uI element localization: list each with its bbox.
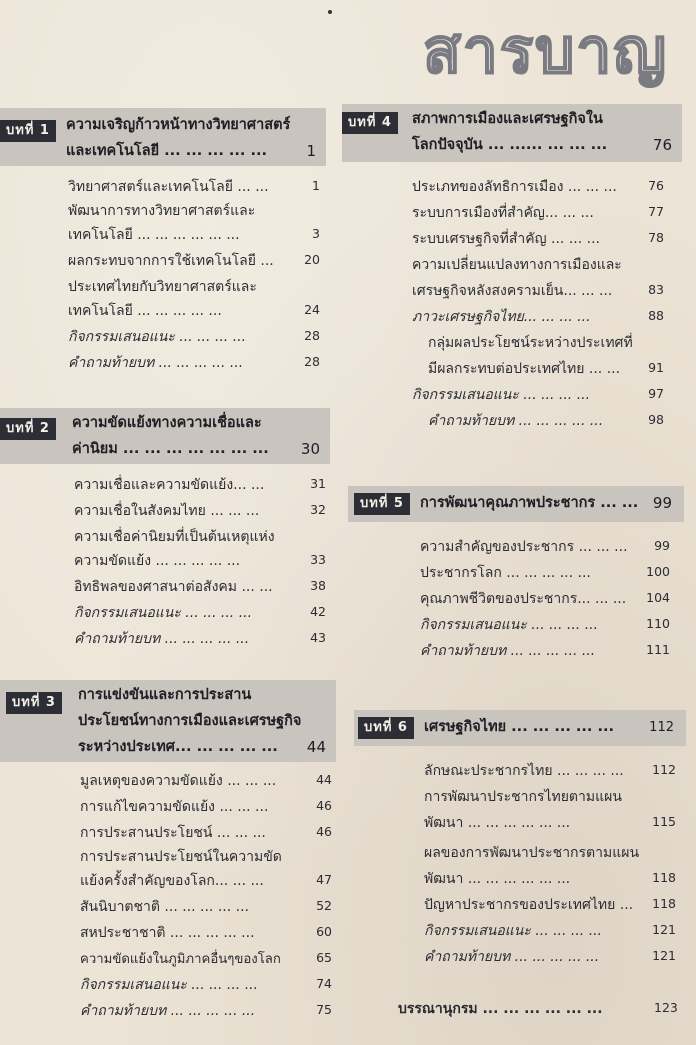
entry-title: ผลกระทบจากการใช้เทคโนโลยี ... <box>68 253 274 269</box>
toc-entry[interactable] <box>68 276 257 298</box>
entry-title: ความเชื่อค่านิยมที่เป็นต้นเหตุแห่ง <box>74 529 275 545</box>
entry-title: ผลของการพัฒนาประชากรตามแผน <box>424 845 640 861</box>
entry-title: ระบบเศรษฐกิจที่สำคัญ ... ... ... <box>412 231 600 247</box>
chapter-1-badge <box>0 120 56 142</box>
entry-title: กิจกรรมเสนอแนะ ... ... ... ... <box>68 329 247 345</box>
toc-entry-cont <box>412 280 612 302</box>
toc-entry[interactable] <box>424 842 639 864</box>
entry-title: ประเทศไทยกับวิทยาศาสตร์และ <box>68 279 257 295</box>
entry-title: กิจกรรมเสนอแนะ ... ... ... ... <box>74 605 253 621</box>
toc-entry-cont <box>68 300 222 322</box>
entry-title: กิจกรรมเสนอแนะ ... ... ... ... <box>420 617 599 633</box>
entry-page: 3 <box>312 226 320 241</box>
chapter-3 <box>0 680 336 1019</box>
entry-title: คำถามท้ายบท ... ... ... ... ... <box>420 643 596 659</box>
toc-entry[interactable] <box>74 526 275 548</box>
chapter-page: 99 <box>652 494 672 512</box>
toc-entry[interactable] <box>68 200 255 222</box>
bibliography-page: 123 <box>654 1000 678 1015</box>
chapter-title-line1: ความเจริญก้าวหน้าทางวิทยาศาสตร์ <box>66 117 291 133</box>
entry-title: กิจกรรมเสนอแนะ ... ... ... ... <box>412 387 591 403</box>
entry-page: 44 <box>316 772 332 787</box>
entry-title: คุณภาพชีวิตของประชากร... ... ... <box>420 591 627 607</box>
chapter-1-heading[interactable] <box>0 108 326 166</box>
entry-title-cont: มีผลกระทบต่อประเทศไทย ... ... <box>428 361 621 377</box>
chapter-label: บทที่ <box>12 695 41 710</box>
toc-entry[interactable] <box>74 576 273 598</box>
entry-title-cont: เทคโนโลยี ... ... ... ... ... <box>68 303 222 319</box>
toc-entry-cont <box>424 812 570 834</box>
entry-page: 118 <box>652 896 676 911</box>
entry-page: 88 <box>648 308 664 323</box>
entry-page: 1 <box>312 178 320 193</box>
toc-entry[interactable] <box>424 920 602 942</box>
entry-page: 46 <box>316 798 332 813</box>
entry-title: วิทยาศาสตร์และเทคโนโลยี ... ... <box>68 179 269 195</box>
chapter-5 <box>348 486 684 659</box>
entry-page: 76 <box>648 178 664 193</box>
chapter-3-heading[interactable] <box>0 680 336 762</box>
toc-entry[interactable] <box>80 922 255 944</box>
chapter-title-line2: ค่านิยม ... ... ... ... ... ... ... <box>72 441 269 457</box>
entry-title: กิจกรรมเสนอแนะ ... ... ... ... <box>424 923 603 939</box>
chapter-number: 3 <box>45 695 56 710</box>
entry-page: 121 <box>652 948 676 963</box>
toc-entry[interactable] <box>74 500 259 522</box>
chapter-number: 6 <box>397 720 408 735</box>
chapter-2-heading[interactable] <box>0 408 330 464</box>
chapter-label: บทที่ <box>6 123 35 138</box>
chapter-page: 76 <box>652 136 672 154</box>
toc-entry[interactable] <box>424 894 633 916</box>
entry-title: ประเภทของลัทธิการเมือง ... ... ... <box>412 179 617 195</box>
entry-page: 104 <box>646 590 670 605</box>
chapter-title-line1: เศรษฐกิจไทย ... ... ... ... ... <box>424 719 614 735</box>
chapter-number: 1 <box>39 123 50 138</box>
toc-entry[interactable] <box>80 822 266 844</box>
toc-entry[interactable] <box>80 846 282 868</box>
entry-page: 65 <box>316 950 332 965</box>
entry-title: การประสานประโยชน์ ... ... ... <box>80 825 266 841</box>
toc-entry[interactable] <box>80 796 268 818</box>
entry-title: คำถามท้ายบท ... ... ... ... ... <box>80 1003 256 1019</box>
chapter-2-badge <box>0 418 56 440</box>
chapter-2 <box>0 408 330 647</box>
toc-entry-cont <box>80 870 264 892</box>
chapter-label: บทที่ <box>6 421 35 436</box>
toc-entry[interactable] <box>74 602 252 624</box>
toc-entry[interactable] <box>68 176 269 198</box>
chapter-title-line2: โลกปัจจุบัน ... ...... ... ... ... <box>412 137 608 153</box>
toc-entry[interactable] <box>428 410 603 432</box>
chapter-title-line1: การพัฒนาคุณภาพประชากร ... ... <box>420 495 639 511</box>
entry-page: 110 <box>646 616 670 631</box>
entry-page: 99 <box>654 538 670 553</box>
entry-title-cont: เทคโนโลยี ... ... ... ... ... ... <box>68 227 240 243</box>
toc-entry[interactable] <box>80 1000 255 1022</box>
chapter-4 <box>342 104 682 429</box>
chapter-page: 1 <box>306 142 316 160</box>
chapter-title-line2: ประโยชน์ทางการเมืองและเศรษฐกิจ <box>78 713 302 729</box>
entry-page: 74 <box>316 976 332 991</box>
chapter-title-line1: การแข่งขันและการประสาน <box>78 687 252 703</box>
toc-entry[interactable] <box>424 760 624 782</box>
entry-title-cont: พัฒนา ... ... ... ... ... ... <box>424 871 571 887</box>
toc-entry[interactable] <box>80 974 258 996</box>
entry-page: 38 <box>310 578 326 593</box>
chapter-6-badge <box>358 717 414 739</box>
chapter-number: 2 <box>39 421 50 436</box>
chapter-title-line2: และเทคโนโลยี ... ... ... ... ... <box>66 143 267 159</box>
entry-page: 42 <box>310 604 326 619</box>
entry-page: 100 <box>646 564 670 579</box>
entry-page: 60 <box>316 924 332 939</box>
chapter-4-heading[interactable] <box>342 104 682 162</box>
entry-title: คำถามท้ายบท ... ... ... ... ... <box>428 413 604 429</box>
entry-page: 115 <box>652 814 676 829</box>
entry-title: ความสำคัญของประชากร ... ... ... <box>420 539 628 555</box>
chapter-number: 4 <box>381 115 392 130</box>
entry-page: 43 <box>310 630 326 645</box>
chapter-page: 44 <box>306 738 326 756</box>
entry-title: สหประชาชาติ ... ... ... ... ... <box>80 925 255 941</box>
entry-title: ระบบการเมืองที่สำคัญ... ... ... <box>412 205 594 221</box>
entry-page: 47 <box>316 872 332 887</box>
chapter-6 <box>354 710 686 965</box>
entry-page: 77 <box>648 204 664 219</box>
toc-entry[interactable] <box>420 536 628 558</box>
entry-title: ความขัดแย้งในภูมิภาคอื่นๆของโลก <box>80 952 281 967</box>
entry-page: 91 <box>648 360 664 375</box>
entry-page: 28 <box>304 354 320 369</box>
toc-entry[interactable] <box>420 562 591 584</box>
chapter-title-line1: สภาพการเมืองและเศรษฐกิจใน <box>412 111 603 127</box>
page-dot <box>328 10 332 14</box>
toc-entry[interactable] <box>420 640 595 662</box>
toc-entry[interactable] <box>80 896 249 918</box>
entry-title-cont: ความขัดแย้ง ... ... ... ... ... <box>74 553 241 569</box>
entry-page: 83 <box>648 282 664 297</box>
toc-entry-cont <box>424 868 570 890</box>
chapter-4-badge <box>342 112 398 134</box>
entry-page: 98 <box>648 412 664 427</box>
chapter-6-heading[interactable] <box>354 710 686 746</box>
toc-entry[interactable] <box>428 332 633 354</box>
entry-title: ลักษณะประชากรไทย ... ... ... ... <box>424 763 624 779</box>
toc-entry-cont <box>428 358 620 380</box>
entry-page: 31 <box>310 476 326 491</box>
entry-title: ประชากรโลก ... ... ... ... ... <box>420 565 591 581</box>
entry-page: 75 <box>316 1002 332 1017</box>
toc-entry[interactable] <box>68 352 243 374</box>
chapter-page: 30 <box>300 440 320 458</box>
chapter-1 <box>0 108 326 371</box>
chapter-title-line3: ระหว่างประเทศ... ... ... ... ... <box>78 739 278 755</box>
entry-page: 33 <box>310 552 326 567</box>
toc-entry[interactable] <box>80 770 276 792</box>
chapter-3-badge <box>6 692 62 714</box>
entry-page: 20 <box>304 252 320 267</box>
bibliography-label: บรรณานุกรม ... ... ... ... ... ... <box>398 1001 603 1017</box>
toc-entry[interactable] <box>412 254 622 276</box>
entry-page: 78 <box>648 230 664 245</box>
entry-title-cont: แย้งครั้งสำคัญของโลก... ... ... <box>80 873 264 889</box>
entry-title: ความเปลี่ยนแปลงทางการเมืองและ <box>412 257 622 273</box>
toc-entry[interactable] <box>74 474 264 496</box>
chapter-label: บทที่ <box>364 720 393 735</box>
entry-title: คำถามท้ายบท ... ... ... ... ... <box>68 355 244 371</box>
entry-page: 111 <box>646 642 670 657</box>
entry-title: การประสานประโยชน์ในความขัด <box>80 849 282 865</box>
entry-title: อิทธิพลของศาสนาต่อสังคม ... ... <box>74 579 273 595</box>
entry-title: การแก้ไขความขัดแย้ง ... ... ... <box>80 799 269 815</box>
toc-entry[interactable] <box>412 306 591 328</box>
toc-entry[interactable] <box>412 384 590 406</box>
toc-entry[interactable] <box>424 786 622 808</box>
entry-page: 121 <box>652 922 676 937</box>
entry-title: คำถามท้ายบท ... ... ... ... ... <box>424 949 600 965</box>
entry-title-cont: พัฒนา ... ... ... ... ... ... <box>424 815 571 831</box>
toc-entry[interactable] <box>424 946 599 968</box>
chapter-page: 112 <box>649 720 674 735</box>
toc-entry[interactable] <box>420 614 598 636</box>
entry-title: กลุ่มผลประโยชน์ระหว่างประเทศที่ <box>428 335 633 351</box>
chapter-number: 5 <box>393 496 404 511</box>
entry-title: พัฒนาการทางวิทยาศาสตร์และ <box>68 203 256 219</box>
toc-entry[interactable] <box>420 588 626 610</box>
toc-entry[interactable] <box>412 228 600 250</box>
chapter-label: บทที่ <box>348 115 377 130</box>
entry-title: ภาวะเศรษฐกิจไทย... ... ... ... <box>412 309 591 325</box>
entry-page: 52 <box>316 898 332 913</box>
toc-entry[interactable] <box>412 176 617 198</box>
toc-entry[interactable] <box>80 948 281 969</box>
entry-page: 32 <box>310 502 326 517</box>
entry-page: 97 <box>648 386 664 401</box>
toc-entry[interactable] <box>68 326 246 348</box>
entry-page: 46 <box>316 824 332 839</box>
toc-entry-cont <box>68 224 240 246</box>
chapter-5-heading[interactable] <box>348 486 684 522</box>
entry-title: คำถามท้ายบท ... ... ... ... ... <box>74 631 250 647</box>
entry-title: กิจกรรมเสนอแนะ ... ... ... ... <box>80 977 259 993</box>
toc-entry[interactable] <box>68 250 274 272</box>
entry-page: 28 <box>304 328 320 343</box>
chapter-5-badge <box>354 493 410 515</box>
entry-title: สันนิบาตชาติ ... ... ... ... ... <box>80 899 249 915</box>
entry-title-cont: เศรษฐกิจหลังสงครามเย็น... ... ... <box>412 283 613 299</box>
entry-title: ความเชื่อในสังคมไทย ... ... ... <box>74 503 260 519</box>
entry-title: การพัฒนาประชากรไทยตามแผน <box>424 789 622 805</box>
toc-entry[interactable] <box>412 202 594 224</box>
entry-title: มูลเหตุของความขัดแย้ง ... ... ... <box>80 773 277 789</box>
entry-page: 118 <box>652 870 676 885</box>
page-title: สารบาญ <box>423 14 668 87</box>
toc-entry-cont <box>74 550 240 572</box>
entry-page: 112 <box>652 762 676 777</box>
toc-entry[interactable] <box>74 628 249 650</box>
entry-page: 24 <box>304 302 320 317</box>
entry-title: ความเชื่อและความขัดแย้ง... ... <box>74 477 265 493</box>
chapter-label: บทที่ <box>360 496 389 511</box>
entry-title: ปัญหาประชากรของประเทศไทย ... <box>424 897 634 913</box>
chapter-title-line1: ความขัดแย้งทางความเชื่อและ <box>72 415 262 431</box>
